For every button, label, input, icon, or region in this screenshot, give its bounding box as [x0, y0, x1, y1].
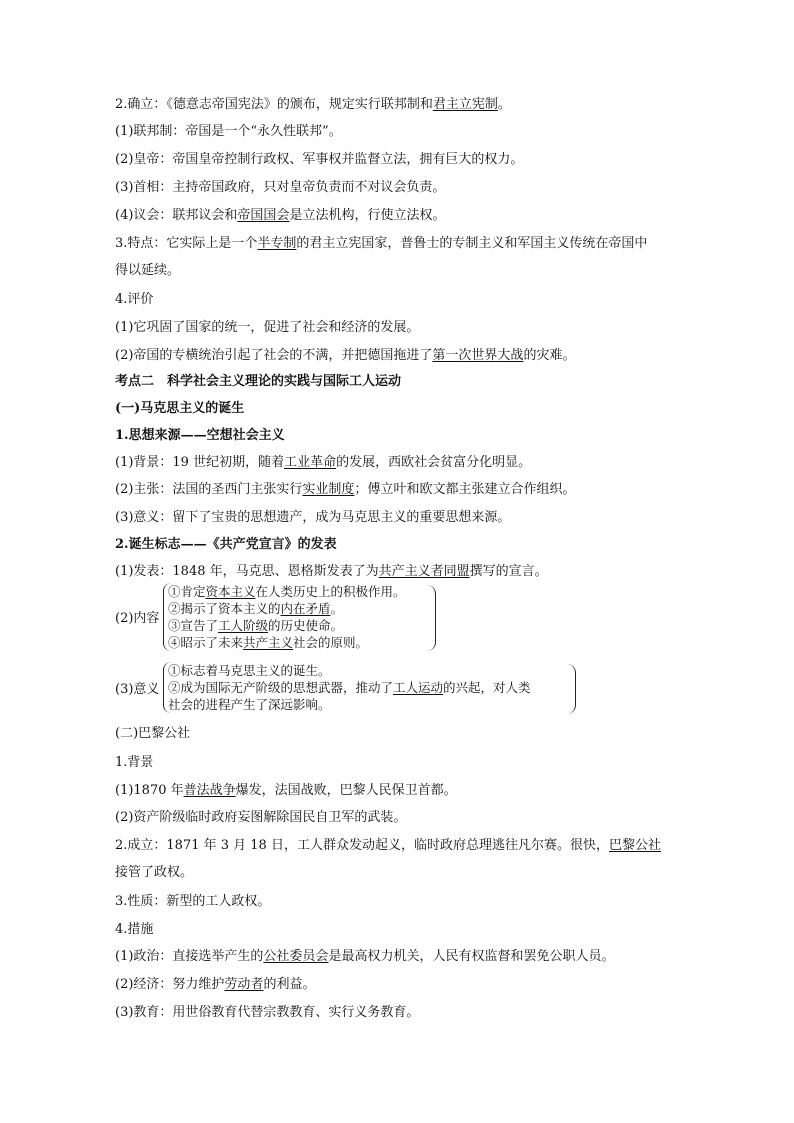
text-segment: 3.性质：新型的工人政权。 [115, 894, 271, 909]
text-line [115, 262, 180, 280]
text-segment: ；傅立叶和欧文都主张建立合作组织。 [354, 482, 576, 497]
underlined-term: 工人运动 [393, 680, 444, 695]
text-segment: 得以延续。 [115, 263, 181, 278]
text-segment: (1)联邦制：帝国是一个“永久性联邦”。 [115, 124, 342, 139]
text-segment: ②揭示了资本主义的 [168, 601, 281, 616]
brace-item [168, 662, 531, 679]
brace-item [168, 696, 531, 713]
text-segment: (3)意义：留下了宝贵的思想遗产，成为马克思主义的重要思想来源。 [115, 510, 511, 525]
underlined-term: 半专制 [257, 236, 297, 251]
significance-items [163, 662, 531, 713]
text-line [115, 123, 342, 141]
text-segment: (1)政治：直接选举产生的 [115, 949, 264, 964]
underlined-term: 帝国国会 [237, 208, 290, 223]
underlined-term: 君主立宪制 [432, 97, 498, 112]
text-segment: 的利益。 [263, 977, 316, 992]
significance-block [115, 662, 585, 718]
underlined-term: 实业制度 [302, 482, 355, 497]
text-segment: 的兴起，对人类 [443, 680, 531, 695]
text-segment: 4.措施 [115, 922, 154, 937]
text-segment: 社会的进程产生了深远影响。 [168, 697, 331, 712]
text-line [115, 893, 270, 911]
brace-item [168, 679, 531, 696]
underlined-term: 内在矛盾 [280, 601, 331, 616]
text-segment: 是立法机构，行使立法权。 [289, 208, 446, 223]
text-segment: (2)帝国的专横统治引起了社会的不满，并把德国拖进了 [115, 348, 433, 363]
underlined-term: 工人阶级 [218, 618, 269, 633]
underlined-term: 巴黎公社 [608, 838, 661, 853]
text-line [115, 563, 548, 581]
text-line [115, 754, 153, 772]
text-segment: 撰写的宣言。 [469, 564, 548, 579]
text-segment: (1)发表：1848 年，马克思、恩格斯发表了为 [115, 564, 379, 579]
text-segment: 。 [497, 97, 511, 112]
text-segment: 2.诞生标志——《共产党宣言》的发表 [115, 537, 337, 552]
text-line [115, 373, 401, 391]
text-segment: (1)1870 年 [115, 783, 184, 798]
underlined-term: 共产主义 [243, 635, 294, 650]
text-line [115, 179, 445, 197]
text-line [115, 400, 244, 418]
text-segment: (3)首相：主持帝国政府，只对皇帝负责而不对议会负责。 [115, 180, 446, 195]
text-segment: 。 [330, 601, 344, 616]
underlined-term: 普法战争 [183, 783, 236, 798]
text-segment: 考点二 科学社会主义理论的实践与国际工人运动 [115, 374, 402, 389]
brace-item [168, 600, 406, 617]
text-segment: (3)教育：用世俗教育代替宗教教育、实行义务教育。 [115, 1005, 420, 1020]
text-line [115, 948, 614, 966]
text-segment: 是最高权力机关，人民有权监督和罢免公职人员。 [328, 949, 615, 964]
brace-item [168, 634, 406, 651]
text-segment: 的灾难。 [523, 348, 576, 363]
text-segment: (二)巴黎公社 [115, 726, 191, 741]
text-segment: 在人类历史上的积极作用。 [255, 584, 406, 599]
text-segment: 的君主立宪国家，普鲁士的专制主义和军国主义传统在帝国中 [296, 236, 648, 251]
text-line [115, 921, 153, 939]
text-segment: (4)议会：联邦议会和 [115, 208, 238, 223]
text-segment: (2)皇帝：帝国皇帝控制行政权、军事权并监督立法，拥有巨大的权力。 [115, 152, 524, 167]
text-segment: 2.成立：1871 年 3 月 18 日，工人群众发动起义，临时政府总理逃往凡尔赛。很快， [115, 838, 609, 853]
text-segment: ③宣告了 [168, 618, 219, 633]
brace-item [168, 617, 406, 634]
text-segment: (1)它巩固了国家的统一，促进了社会和经济的发展。 [115, 320, 420, 335]
text-segment: 的历史使命。 [268, 618, 344, 633]
text-line [115, 976, 315, 994]
text-line [115, 207, 445, 225]
text-segment: (一)马克思主义的诞生 [115, 401, 245, 416]
text-line [115, 725, 190, 743]
brace-item [168, 583, 406, 600]
text-segment: 4.评价 [115, 292, 154, 307]
text-line [115, 427, 285, 445]
text-segment: 爆发，法国战败，巴黎人民保卫首都。 [235, 783, 457, 798]
significance-label: (3)意义 [115, 682, 160, 697]
text-line [115, 96, 511, 114]
text-segment: 2.确立：《德意志帝国宪法》的颁布，规定实行联邦制和 [115, 97, 433, 112]
text-segment: 社会的原则。 [293, 635, 369, 650]
text-line [115, 809, 406, 827]
text-segment: ①标志着马克思主义的诞生。 [168, 663, 331, 678]
content-label: (2)内容 [115, 611, 160, 626]
text-line [115, 291, 153, 309]
underlined-term: 公社委员会 [263, 949, 329, 964]
text-line [115, 509, 510, 527]
significance-brace-right [567, 664, 576, 714]
underlined-term: 第一次世界大战 [432, 348, 524, 363]
text-segment: 1.背景 [115, 755, 154, 770]
text-line [115, 319, 419, 337]
text-segment: ①肯定 [168, 584, 206, 599]
content-brace-right [427, 585, 436, 651]
text-line [115, 347, 575, 365]
underlined-term: 劳动者 [224, 977, 264, 992]
text-line [115, 782, 457, 800]
text-line [115, 536, 337, 554]
text-segment: (1)背景：19 世纪初期，随着 [115, 455, 285, 470]
text-line [115, 454, 531, 472]
text-segment: (2)经济：努力维护 [115, 977, 225, 992]
text-segment: (2)主张：法国的圣西门主张实行 [115, 482, 303, 497]
underlined-term: 共产主义者同盟 [378, 564, 470, 579]
text-line [115, 481, 575, 499]
text-segment: 1.思想来源——空想社会主义 [115, 428, 285, 443]
text-line [115, 1004, 419, 1022]
text-line [115, 864, 193, 882]
text-segment: 的发展，西欧社会贫富分化明显。 [336, 455, 532, 470]
content-items [163, 583, 406, 651]
text-segment: 3.特点：它实际上是一个 [115, 236, 258, 251]
text-segment: ④昭示了未来 [168, 635, 244, 650]
text-segment: 接管了政权。 [115, 865, 194, 880]
text-line [115, 837, 661, 855]
content-block [115, 583, 445, 655]
text-line [115, 151, 523, 169]
underlined-term: 资本主义 [205, 584, 256, 599]
text-segment: (2)资产阶级临时政府妄图解除国民自卫军的武装。 [115, 810, 407, 825]
text-segment: ②成为国际无产阶级的思想武器，推动了 [168, 680, 394, 695]
text-line [115, 235, 647, 253]
underlined-term: 工业革命 [284, 455, 337, 470]
